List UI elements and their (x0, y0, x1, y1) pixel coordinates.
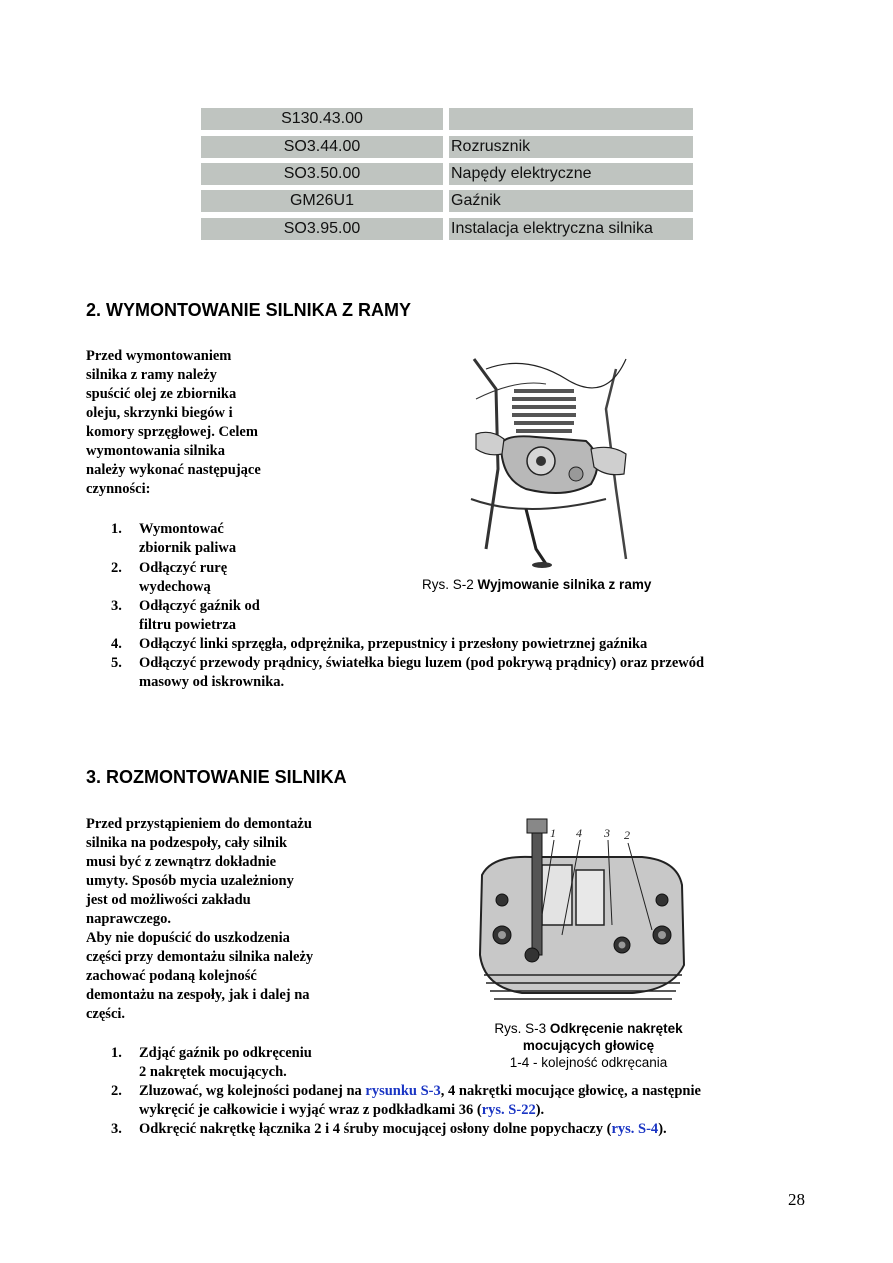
caption-title: mocujących głowicę (522, 1038, 655, 1053)
list-text: ). (535, 1102, 545, 1118)
list-text: masowy od iskrownika. (139, 674, 285, 690)
list-number: 3. (111, 598, 122, 614)
intro-line: Przed wymontowaniem (86, 348, 232, 364)
caption-title: Odkręcenie nakrętek (549, 1021, 683, 1036)
table-row (201, 108, 693, 131)
figure-label: 4 (576, 826, 582, 840)
section-3-title: 3. ROZMONTOWANIE SILNIKA (86, 767, 347, 787)
list-text: Odłączyć przewody prądnicy, światełka biegu luzem (pod pokrywą prądnicy) oraz przewód (139, 655, 705, 671)
intro-line: zachować podaną kolejność (86, 968, 257, 984)
list-text: Zdjąć gaźnik po odkręceniu (139, 1045, 312, 1061)
list-number: 2. (111, 560, 122, 576)
table-cell-code: GM26U1 (201, 190, 443, 212)
table-cell-code: SO3.95.00 (201, 218, 443, 240)
intro-line: komory sprzęgłowej. Celem (86, 424, 258, 440)
list-number: 3. (111, 1121, 122, 1137)
list-text: wydechową (139, 579, 211, 595)
table-row (201, 218, 693, 241)
table-cell-code: SO3.44.00 (201, 136, 443, 158)
intro-line: Aby nie dopuścić do uszkodzenia (86, 930, 290, 946)
intro-line: jest od możliwości zakładu (86, 892, 251, 908)
list-text: zbiornik paliwa (139, 540, 237, 556)
list-text: ). (658, 1121, 667, 1137)
table-cell-desc: Rozrusznik (449, 136, 693, 158)
figure-label: 3 (604, 826, 610, 840)
section-3-intro (86, 815, 313, 1024)
intro-line: demontażu na zespoły, jak i dalej na (86, 987, 310, 1003)
intro-line: części przy demontażu silnika należy (86, 949, 314, 965)
table-cell-desc: Gaźnik (449, 190, 693, 212)
list-text: Odłączyć gaźnik od (139, 598, 260, 614)
list-text: Wymontować (139, 521, 224, 537)
intro-line: części. (86, 1006, 126, 1022)
table-cell-desc (449, 108, 693, 130)
list-number: 5. (111, 655, 122, 671)
list-text: Zluzować, wg kolejności podanej na (139, 1083, 366, 1099)
list-text: 2 nakrętek mocujących. (139, 1064, 287, 1080)
table-cell-desc: Napędy elektryczne (449, 163, 693, 185)
list-text: Odłączyć linki sprzęgła, odprężnika, przepustnicy i przesłony powietrznej gaźnika (139, 636, 648, 652)
list-number: 1. (111, 521, 122, 537)
engine-removal-illustration (466, 349, 634, 571)
caption-prefix: Rys. S-2 (422, 577, 478, 592)
table-row (201, 136, 693, 159)
intro-line: spuścić olej ze zbiornika (86, 386, 237, 402)
caption-prefix: Rys. S-3 (494, 1021, 550, 1036)
cylinder-head-illustration (472, 815, 694, 1015)
intro-line: umyty. Sposób mycia uzależniony (86, 873, 294, 889)
list-text: filtru powietrza (139, 617, 237, 633)
list-text: , 4 nakrętki mocujące głowicę, a następnie (440, 1083, 701, 1099)
caption-title: Wyjmowanie silnika z ramy (477, 577, 652, 592)
table-cell-desc: Instalacja elektryczna silnika (449, 218, 693, 240)
list-number: 4. (111, 636, 122, 652)
section-2-title: 2. WYMONTOWANIE SILNIKA Z RAMY (86, 300, 412, 320)
intro-line: oleju, skrzynki biegów i (86, 405, 233, 421)
intro-line: silnika na podzespoły, cały silnik (86, 835, 288, 851)
table-row (201, 163, 693, 186)
list-text: Odkręcić nakrętkę łącznika 2 i 4 śruby mocującej osłony dolne popychaczy ( (139, 1121, 612, 1137)
figure-s2-caption (422, 576, 651, 593)
figure-label: 2 (624, 828, 630, 842)
caption-subtitle: 1-4 - kolejność odkręcania (509, 1055, 668, 1070)
intro-line: wymontowania silnika (86, 443, 225, 459)
list-number: 1. (111, 1045, 122, 1061)
table-cell-code: SO3.50.00 (201, 163, 443, 185)
intro-line: czynności: (86, 481, 151, 497)
page-number: 28 (788, 1190, 805, 1209)
intro-line: Przed przystąpieniem do demontażu (86, 816, 312, 832)
section-2-intro (86, 347, 261, 499)
figure-link-s4[interactable]: rys. S-4 (611, 1121, 659, 1137)
figure-s3-caption (476, 1020, 701, 1071)
table-cell-code: S130.43.00 (201, 108, 443, 130)
figure-link-s22[interactable]: rys. S-22 (481, 1102, 536, 1118)
intro-line: należy wykonać następujące (86, 462, 261, 478)
intro-line: musi być z zewnątrz dokładnie (86, 854, 277, 870)
list-text: wykręcić je całkowicie i wyjąć wraz z podkładkami 36 ( (139, 1102, 482, 1118)
intro-line: naprawczego. (86, 911, 171, 927)
figure-label: 1 (550, 826, 556, 840)
list-text: Odłączyć rurę (139, 560, 228, 576)
table-row (201, 190, 693, 213)
intro-line: silnika z ramy należy (86, 367, 217, 383)
list-number: 2. (111, 1083, 122, 1099)
figure-link-s3[interactable]: rysunku S-3 (365, 1083, 441, 1099)
